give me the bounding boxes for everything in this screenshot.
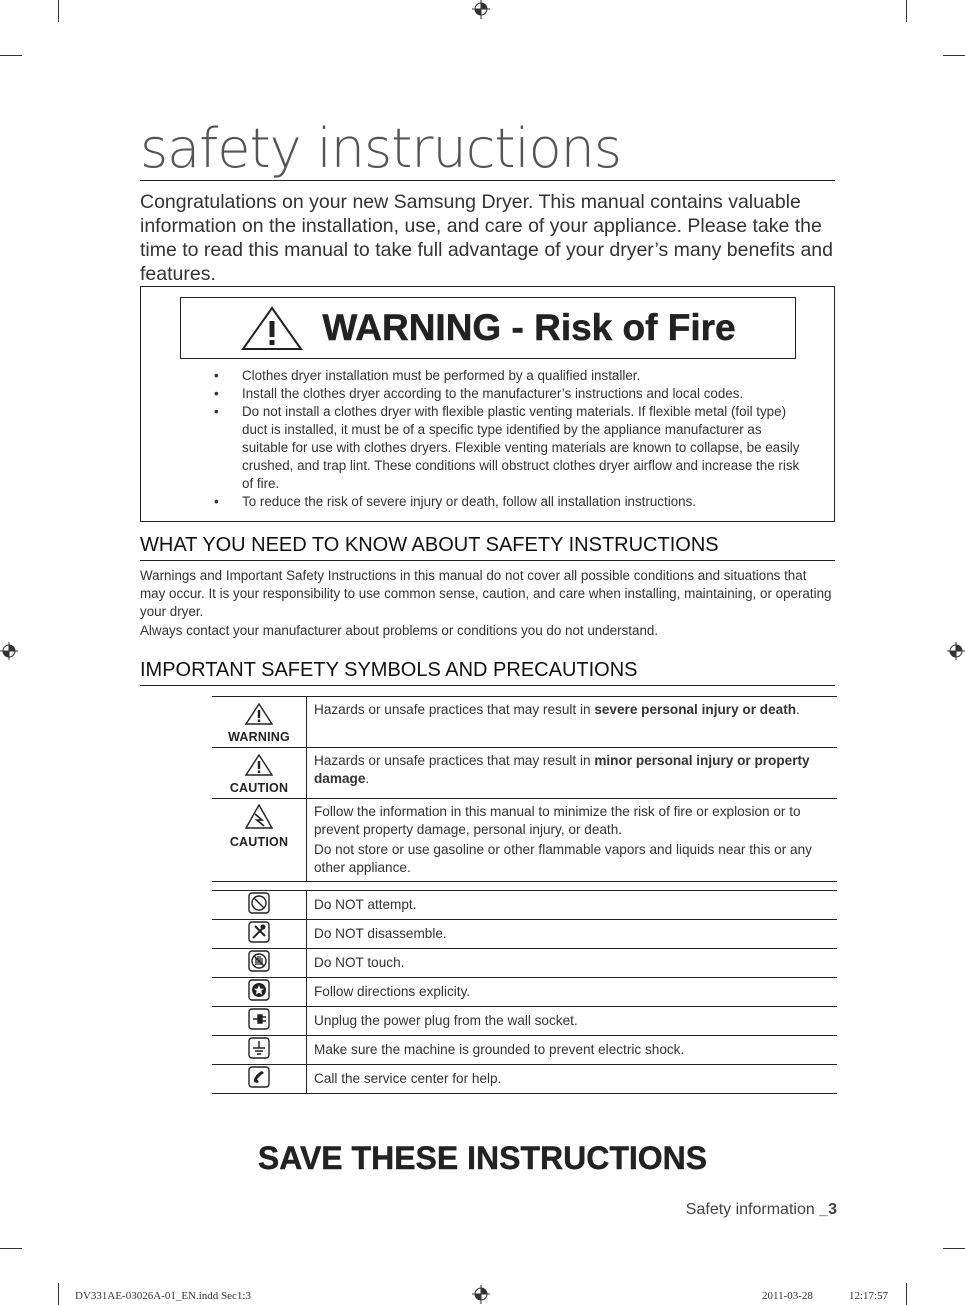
- section-heading-know: WHAT YOU NEED TO KNOW ABOUT SAFETY INSTRUCTIONS: [140, 533, 835, 561]
- do-not-disassemble-icon: [248, 921, 270, 943]
- crop-mark: [943, 1248, 965, 1249]
- symbol-description: Make sure the machine is grounded to prevent electric shock.: [307, 1036, 838, 1065]
- table-row: [212, 891, 837, 920]
- table-row: [212, 748, 837, 799]
- symbol-label: CAUTION: [229, 781, 289, 795]
- table-row: [212, 978, 837, 1007]
- symbol-label: WARNING: [228, 730, 290, 744]
- intro-paragraph: Congratulations on your new Samsung Dryer. This manual contains valuable information on the installation, use, and care of your appliance. Please take the time to read this manual to take full advantage of your dryer’s many benefits and features.: [140, 191, 834, 285]
- page-number: _3: [819, 1201, 837, 1218]
- warning-triangle-icon: [240, 305, 304, 351]
- caution-triangle-icon: [245, 754, 273, 776]
- warning-bullet-list: [214, 367, 804, 511]
- ground-icon: [248, 1037, 270, 1059]
- list-item: • Install the clothes dryer according to the manufacturer’s instructions and local codes.: [214, 385, 804, 403]
- list-item: • Do not install a clothes dryer with flexible plastic venting materials. If flexible metal (foil type) duct is installed, it must be of a specific type identified by the appliance manufacturer as suitable for use with clothes dryers. Flexible venting materials are known to collapse, be easily crushed, and trap lint. These conditions will obstruct clothes dryer airflow and increase the risk of fire.: [214, 403, 804, 493]
- slug-time: 12:17:57: [849, 1290, 889, 1302]
- table-row: [212, 920, 837, 949]
- slug-filename: DV331AE-03026A-01_EN.indd Sec1:3: [75, 1290, 251, 1302]
- section-paragraph: Warnings and Important Safety Instructions in this manual do not cover all possible conditions and situations that may occur. It is your responsibility to use common sense, caution, and care when installing, maintaining, or operating your dryer.: [140, 568, 832, 619]
- page-footer: [686, 1201, 837, 1219]
- table-row: [212, 1065, 837, 1094]
- crop-mark: [906, 0, 907, 22]
- crop-mark: [943, 55, 965, 56]
- warning-triangle-icon: [245, 703, 273, 725]
- symbol-description: Do NOT attempt.: [307, 891, 838, 920]
- registration-mark-icon: [945, 640, 965, 662]
- symbol-description: Hazards or unsafe practices that may result in minor personal injury or property damage.: [307, 748, 838, 799]
- symbol-description: Hazards or unsafe practices that may result in severe personal injury or death.: [307, 697, 838, 748]
- symbols-table: [212, 696, 837, 882]
- save-instructions-heading: SAVE THESE INSTRUCTIONS: [257, 1140, 708, 1176]
- table-row: [212, 949, 837, 978]
- slug-date: 2011-03-28: [762, 1290, 813, 1302]
- crop-mark: [0, 1248, 22, 1249]
- footer-section: Safety information: [685, 1201, 820, 1218]
- crop-mark: [906, 1283, 907, 1305]
- symbol-label: CAUTION: [229, 835, 289, 849]
- symbol-description: Follow the information in this manual to minimize the risk of fire or explosion or to prevent property damage, personal injury, or death. Do not store or use gasoline or other flammable vapors and liquids near this or any other appliance.: [307, 799, 838, 882]
- table-row: [212, 1007, 837, 1036]
- fire-caution-icon: [245, 804, 273, 830]
- section-heading-symbols: IMPORTANT SAFETY SYMBOLS AND PRECAUTIONS: [140, 658, 835, 686]
- warning-heading: [180, 297, 796, 359]
- table-row: [212, 799, 837, 882]
- crop-mark: [58, 0, 59, 22]
- symbol-description: Do NOT disassemble.: [307, 920, 838, 949]
- list-item: • To reduce the risk of severe injury or death, follow all installation instructions.: [214, 493, 804, 511]
- page-title: safety instructions: [140, 118, 835, 181]
- registration-mark-icon: [470, 1284, 492, 1304]
- warning-heading-text: WARNING - Risk of Fire: [322, 307, 736, 348]
- list-item: • Clothes dryer installation must be performed by a qualified installer.: [214, 367, 804, 385]
- do-not-touch-icon: [248, 950, 270, 972]
- crop-mark: [0, 55, 22, 56]
- symbol-description: Unplug the power plug from the wall socket.: [307, 1007, 838, 1036]
- registration-mark-icon: [470, 0, 492, 20]
- registration-mark-icon: [0, 640, 20, 662]
- section-paragraph: Always contact your manufacturer about problems or conditions you do not understand.: [140, 623, 659, 638]
- table-row: [212, 697, 837, 748]
- unplug-icon: [248, 1008, 270, 1030]
- do-not-attempt-icon: [248, 892, 270, 914]
- crop-mark: [58, 1283, 59, 1305]
- symbol-description: Follow directions explicity.: [307, 978, 838, 1007]
- follow-directions-icon: [248, 979, 270, 1001]
- service-call-icon: [248, 1066, 270, 1088]
- symbol-description: Do NOT touch.: [307, 949, 838, 978]
- symbol-description: Call the service center for help.: [307, 1065, 838, 1094]
- table-row: [212, 1036, 837, 1065]
- prohibition-symbols-table: [212, 890, 837, 1094]
